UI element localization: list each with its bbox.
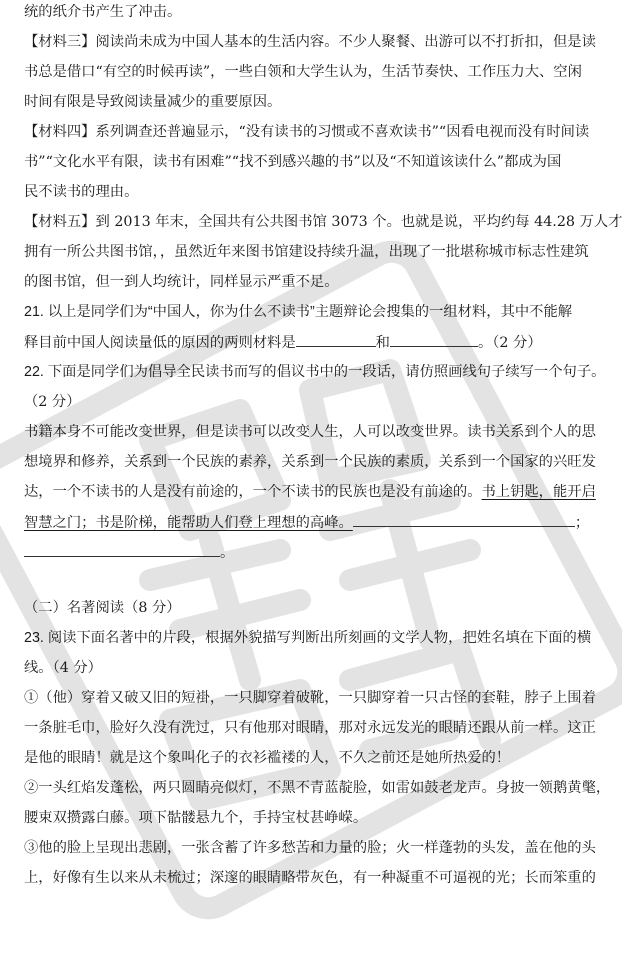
excerpt-3-line: 上，好像有生以来从未梳过；深邃的眼睛略带灰色，有一种凝重不可逼视的光；长而笨重的 [24, 870, 596, 886]
passage-line: 想境界和修养，关系到一个民族的素养，关系到一个民族的素质，关系到一个国家的兴旺发 [24, 454, 596, 470]
question-23-text: 23. 阅读下面名著中的片段，根据外貌描写判断出所刻画的文学人物，把姓名填在下面的横 [24, 630, 592, 646]
document-body [24, 2, 622, 888]
passage-line [24, 512, 590, 532]
punctuation: ； [574, 515, 590, 531]
excerpt-3-line: ③他的脸上呈现出悲剧，一张含蓄了许多愁苦和力量的脸；火一样蓬勃的头发，盖在他的头 [24, 840, 596, 856]
excerpt-2-line: 腰束双攒露白藤。项下骷髅悬九个，手持宝杖甚峥嵘。 [24, 810, 368, 826]
answer-blank-1[interactable] [296, 332, 376, 347]
excerpt-2-line: ②一头红焰发蓬松，两只圆睛亮似灯，不黑不青蓝靛脸，如雷如鼓老龙声。身披一领鹅黄氅， [24, 780, 611, 796]
passage-line [24, 542, 580, 562]
question-22-text: 22. 下面是同学们为倡导全民读书而写的倡议书中的一段话，请仿照画线句子续写一个句子。 [24, 364, 606, 380]
punctuation: 。 [220, 545, 235, 561]
answer-blank-2[interactable] [390, 332, 478, 347]
material-5-line: 【材料五】到 2013 年末，全国共有公共图书馆 3073 个。也就是说，平均约每 44.28 万人才 [24, 214, 622, 230]
passage-line: 书籍本身不可能改变世界，但是读书可以改变人生，人可以改变世界。读书关系到个人的思 [24, 424, 596, 440]
score-label: 。（2 分） [477, 335, 542, 351]
question-21-prompt: 释目前中国人阅读量低的原因的两则材料是 [24, 335, 296, 351]
excerpt-1-line: 是他的眼睛！就是这个象叫化子的衣衫褴褛的人，不久之前还是她所热爱的！ [24, 750, 511, 766]
text-line: 拥有一所公共图书馆，，虽然近年来图书馆建设持续升温，出现了一批堪称城市标志性建筑 [24, 244, 589, 260]
text-line: 时间有限是导致阅读量减少的重要原因。 [24, 94, 282, 110]
material-3-line: 【材料三】阅读尚未成为中国人基本的生活内容。不少人聚餐、出游可以不打折扣，但是读 [24, 34, 596, 50]
section-heading: （二）名著阅读（8 分） [24, 600, 181, 616]
text-line: 的图书馆，但一到人均统计，同样显示严重不足。 [24, 274, 339, 290]
score-label: （2 分） [24, 394, 81, 410]
text-line: 书”“文化水平有限，读书有困难”“找不到感兴趣的书”以及“不知道该读什么”都成为国 [24, 154, 562, 170]
question-23-text: 线。（4 分） [24, 660, 102, 676]
model-sentence-underlined: 智慧之门；书是阶梯，能帮助人们登上理想的高峰。 [24, 515, 353, 531]
passage-text: 达，一个不读书的人是没有前途的，一个不读书的民族也是没有前途的。 [24, 484, 482, 500]
text-line: 民不读书的理由。 [24, 184, 139, 200]
text-line: 书总是借口“有空的时候再读”，一些白领和大学生认为，生活节奏快、工作压力大、空闲 [24, 64, 582, 80]
question-21-answer-line [24, 332, 580, 352]
material-4-line: 【材料四】系列调查还普遍显示，“没有读书的习惯或不喜欢读书”“因看电视而没有时间读 [24, 124, 590, 140]
excerpt-1-line: 一条脏毛巾，脸好久没有洗过，只有他那对眼睛，那对永远发光的眼睛还跟从前一样。这正 [24, 720, 596, 736]
answer-blank-3[interactable] [353, 512, 575, 527]
excerpt-1-line: ①（他）穿着又破又旧的短褂，一只脚穿着破靴，一只脚穿着一只古怪的套鞋，脖子上围着 [24, 690, 596, 706]
text-line: 统的纸介书产生了冲击。 [24, 4, 182, 20]
question-21-text: 21. 以上是同学们为“中国人，你为什么不读书”主题辩论会搜集的一组材料，其中不能解 [24, 304, 573, 320]
passage-line [24, 482, 596, 502]
answer-blank-4[interactable] [24, 542, 220, 557]
model-sentence-underlined: 书上钥匙，能开启 [481, 484, 596, 500]
conjunction-text: 和 [375, 335, 390, 351]
